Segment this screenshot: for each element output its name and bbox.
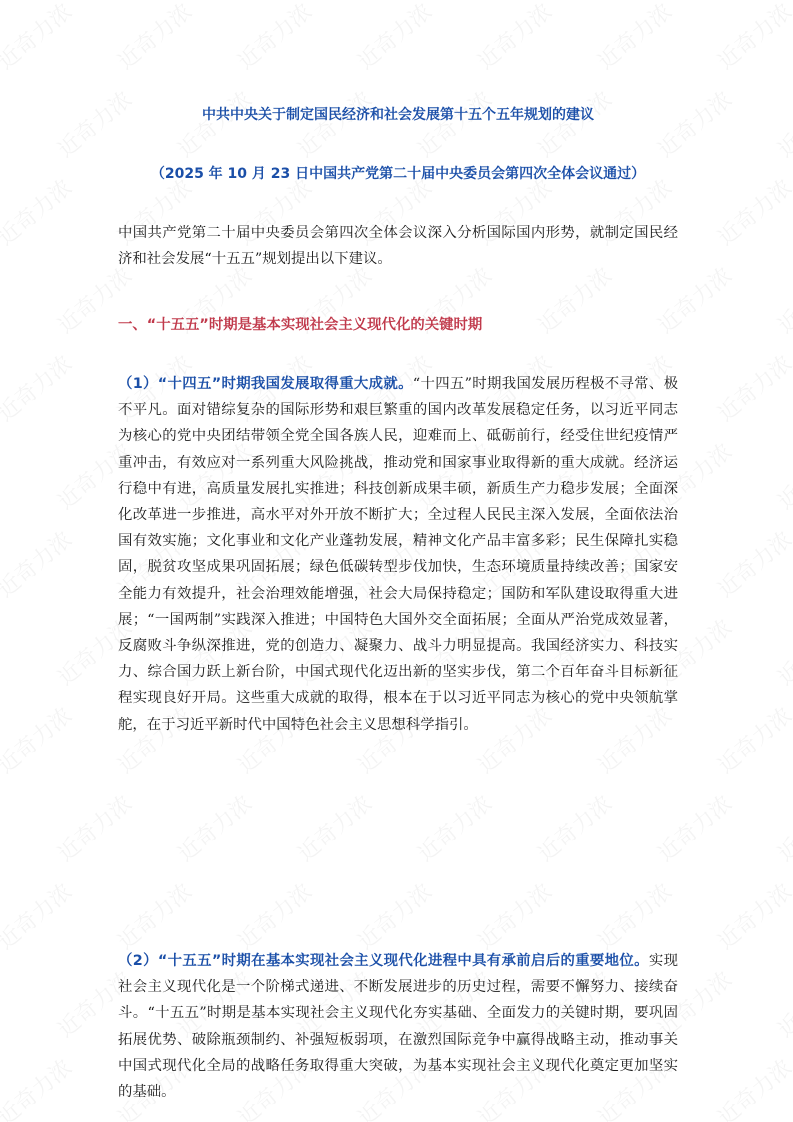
paragraph-1-body: “十四五”时期我国发展历程极不寻常、极不平凡。面对错综复杂的国际形势和艰巨繁重的国内改革发展稳定任务，以习近平同志为核心的党中央团结带领全党全国各族人民，迎难而上、砥砺前行，经受住世纪疫情严重冲击，有效应对一系列重大风险挑战，推动党和国家事业取得新的重大成就。经济运行稳中有进，高质量发展扎实推进；科技创新成果丰硕，新质生产力稳步发展；全面深化改革进一步推进，高水平对外开放不断扩大；全过程人民民主深入发展，全面依法治国有效实施；文化事业和文化产业蓬勃发展，精神文化产品丰富多彩；民生保障扎实稳固，脱贫攻坚成果巩固拓展；绿色低碳转型步伐加快，生态环境质量持续改善；国家安全能力有效提升，社会治理效能增强，社会大局保持稳定；国防和军队建设取得重大进展；“一国两制”实践深入推进；中国特色大国外交全面拓展；全面从严治党成效显著，反腐败斗争纵深推进，党的创造力、凝聚力、战斗力明显提高。我国经济实力、科技实力、综合国力跃上新台阶，中国式现代化迈出新的坚实步伐，第二个百年奋斗目标新征程实现良好开局。这些重大成就的取得，根本在于以习近平同志为核心的党中央领航掌舵，在于习近平新时代中国特色社会主义思想科学指引。 — [118, 376, 679, 733]
watermark-text — [770, 83, 793, 163]
watermark-text — [0, 347, 78, 427]
watermark-text — [170, 787, 257, 867]
watermark-text — [0, 0, 78, 76]
watermark-text — [710, 171, 793, 251]
watermark-text — [0, 1051, 78, 1122]
watermark-text — [530, 787, 617, 867]
watermark-text — [0, 875, 78, 955]
section-heading: 一、“十五五”时期是基本实现社会主义现代化的关键时期 — [118, 317, 483, 333]
watermark-text — [710, 523, 793, 603]
watermark-text — [770, 435, 793, 515]
watermark-text — [230, 875, 317, 955]
paragraph-2-body: 实现社会主义现代化是一个阶梯式递进、不断发展进步的历史过程，需要不懈努力、接续奋斗。“十五五”时期是基本实现社会主义现代化夯实基础、全面发力的关键时期，要巩固拓展优势、破除瓶颈制约、补强短板弱项，在激烈国际竞争中赢得战略主动，推动事关中国式现代化全局的战略任务取得重大突破，为基本实现社会主义现代化奠定更加坚实的基础。 — [118, 953, 678, 1101]
watermark-text — [590, 875, 677, 955]
paragraph-2-lead: （2）“十五五”时期在基本实现社会主义现代化进程中具有承前启后的重要地位。 — [118, 953, 649, 969]
intro-paragraph: 中国共产党第二十届中央委员会第四次全体会议深入分析国际国内形势，就制定国民经济和社会发展“十五五”规划提出以下建议。 — [118, 225, 678, 268]
watermark-text — [650, 787, 737, 867]
watermark-text — [0, 171, 78, 251]
watermark-text — [110, 0, 197, 76]
paragraph-2 — [118, 948, 678, 1105]
watermark-text — [770, 963, 793, 1043]
watermark-text — [710, 1051, 793, 1122]
paragraph-1 — [118, 371, 678, 738]
watermark-text — [710, 0, 793, 76]
watermark-text — [290, 787, 377, 867]
document-subtitle: （2025 年 10 月 23 日中国共产党第二十届中央委员会第四次全体会议通过） — [150, 166, 646, 182]
watermark-text — [410, 787, 497, 867]
watermark-text — [470, 875, 557, 955]
document-title: 中共中央关于制定国民经济和社会发展第十五个五年规划的建议 — [202, 107, 594, 123]
watermark-text — [230, 0, 317, 76]
watermark-text — [710, 347, 793, 427]
watermark-text — [590, 0, 677, 76]
watermark-text — [710, 875, 793, 955]
watermark-text — [110, 875, 197, 955]
watermark-text — [0, 523, 78, 603]
watermark-text — [470, 0, 557, 76]
watermark-text — [770, 611, 793, 691]
watermark-text — [350, 875, 437, 955]
watermark-text — [50, 787, 137, 867]
paragraph-1-lead: （1）“十四五”时期我国发展取得重大成就。 — [118, 376, 413, 392]
watermark-text — [350, 0, 437, 76]
watermark-text — [770, 787, 793, 867]
watermark-text — [710, 699, 793, 779]
watermark-text — [770, 259, 793, 339]
watermark-text — [0, 699, 78, 779]
